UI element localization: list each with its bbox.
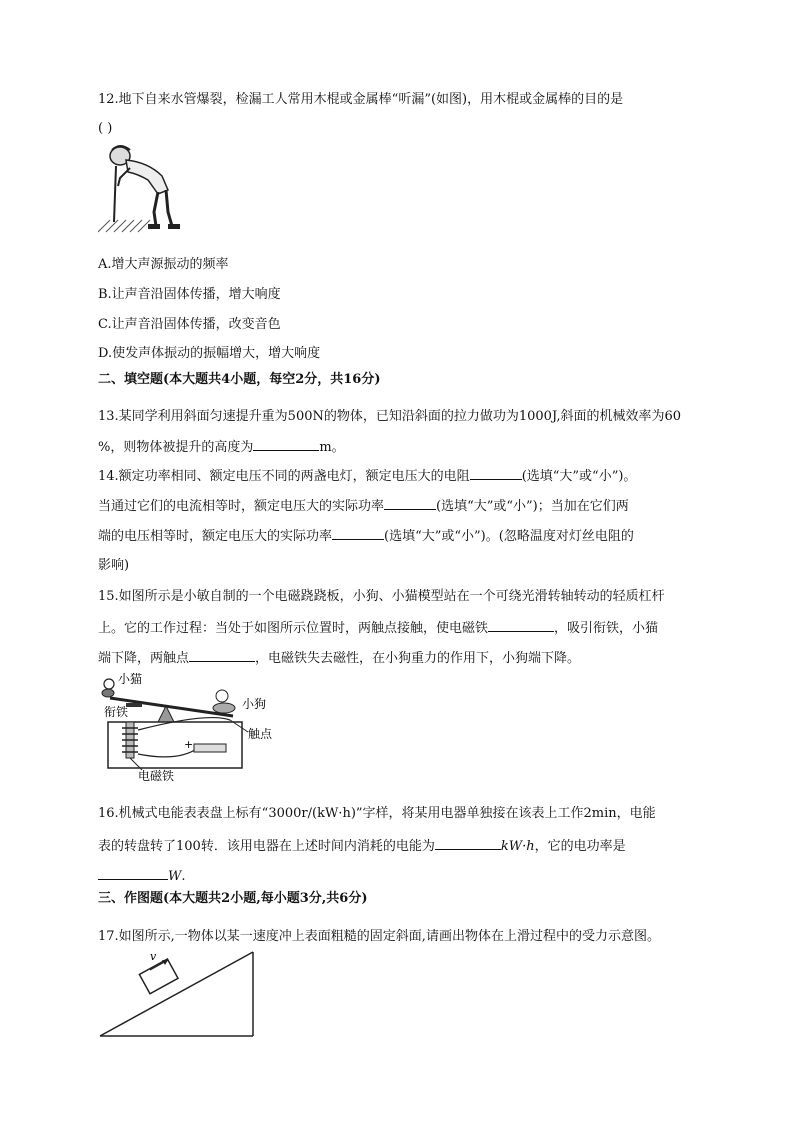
q14-text-3b: (选填“大”或“小”)。(忽略温度对灯丝电阻的 [384,529,634,544]
q15-text-3a: 端下降，两触点 [98,651,190,666]
q13-answer-blank[interactable] [253,437,319,451]
armature-label: 衔铁 [104,705,129,719]
q13-text-a: %，则物体被提升的高度为 [98,440,254,455]
q15-line-2 [98,618,658,638]
electromagnetic-seesaw-figure [98,670,288,784]
battery-plus-label: + [184,738,194,751]
section-2-heading: 二、填空题(本大题共4小题，每空2分，共16分) [98,372,381,387]
dog-model-icon [213,690,235,713]
q14-line-3 [98,526,634,546]
electromagnet-label: 电磁铁 [138,769,175,783]
cat-label: 小猫 [118,672,143,686]
dog-label: 小狗 [242,697,267,711]
q12-option-d: D.使发声体振动的振幅增大，增大响度 [98,346,321,361]
q12-option-c: C.让声音沿固体传播，改变音色 [98,317,281,332]
q14-line-1 [98,466,636,486]
q13-line-2 [98,437,345,457]
q12-answer-paren: ( ) [98,121,113,136]
q14-line-4: 影响) [98,558,130,573]
q14-text-2a: 当通过它们的电流相等时，额定电压大的实际功率 [98,499,385,514]
q16-line-1: 16.机械式电能表表盘上标有“3000r/(kW·h)”字样，将某用电器单独接在该表上工作2min，电能 [98,806,656,821]
q16-unit-kwh: kW·h [500,839,535,854]
q13-text-b: m。 [319,440,345,455]
q16-blank-2[interactable] [98,866,168,880]
q17-stem: 17.如图所示,一物体以某一速度冲上表面粗糙的固定斜面,请画出物体在上滑过程中的受力示意图。 [98,929,660,944]
q15-line-3 [98,648,580,668]
q14-text-3a: 端的电压相等时，额定电压大的实际功率 [98,529,333,544]
q16-line-2 [98,836,626,856]
q14-blank-2[interactable] [384,496,436,510]
q15-line-1: 15.如图所示是小敏自制的一个电磁跷跷板，小狗、小猫模型站在一个可绕光滑转轴转动的轻质杠杆 [98,589,665,604]
q16-text-3c: . [181,869,186,884]
q14-blank-1[interactable] [470,466,522,480]
q16-unit-w: W [168,869,182,884]
contact-label: 触点 [248,727,273,741]
q12-option-a: A.增大声源振动的频率 [98,257,229,272]
q12-option-b: B.让声音沿固体传播，增大响度 [98,287,281,302]
q14-text-2b: (选填“大”或“小”)；当加在它们两 [436,499,629,514]
q15-blank-2[interactable] [189,648,255,662]
listening-worker-figure [98,142,184,234]
q14-text-1b: (选填“大”或“小”)。 [521,469,637,484]
q15-text-2b: ，吸引衔铁，小猫 [554,621,659,636]
q12-stem: 12.地下自来水管爆裂，检漏工人常用木棍或金属棒“听漏”(如图)，用木棍或金属棒的目的是 [98,92,624,107]
velocity-label: v [150,950,157,963]
q15-blank-1[interactable] [488,618,554,632]
incline-block-figure[interactable] [98,948,258,1040]
q15-text-3b: ，电磁铁失去磁性，在小狗重力的作用下，小狗端下降。 [255,651,581,666]
q16-line-3 [98,866,186,886]
q14-text-1a: 14.额定功率相同、额定电压不同的两盏电灯，额定电压大的电阻 [98,469,470,484]
q16-blank-1[interactable] [435,836,501,850]
q14-line-2 [98,496,629,516]
q13-line-1: 13.某同学利用斜面匀速提升重为500N的物体，已知沿斜面的拉力做功为1000J,斜面的机械效率为60 [98,409,682,424]
q14-blank-3[interactable] [332,526,384,540]
section-3-heading: 三、作图题(本大题共2小题,每小题3分,共6分) [98,891,368,906]
q16-text-2a: 表的转盘转了100转．该用电器在上述时间内消耗的电能为 [98,839,435,854]
block [139,959,178,994]
q15-text-2a: 上。它的工作过程：当处于如图所示位置时，两触点接触，使电磁铁 [98,621,489,636]
q16-text-2c: ，它的电功率是 [534,839,626,854]
cat-model-icon [102,679,114,697]
